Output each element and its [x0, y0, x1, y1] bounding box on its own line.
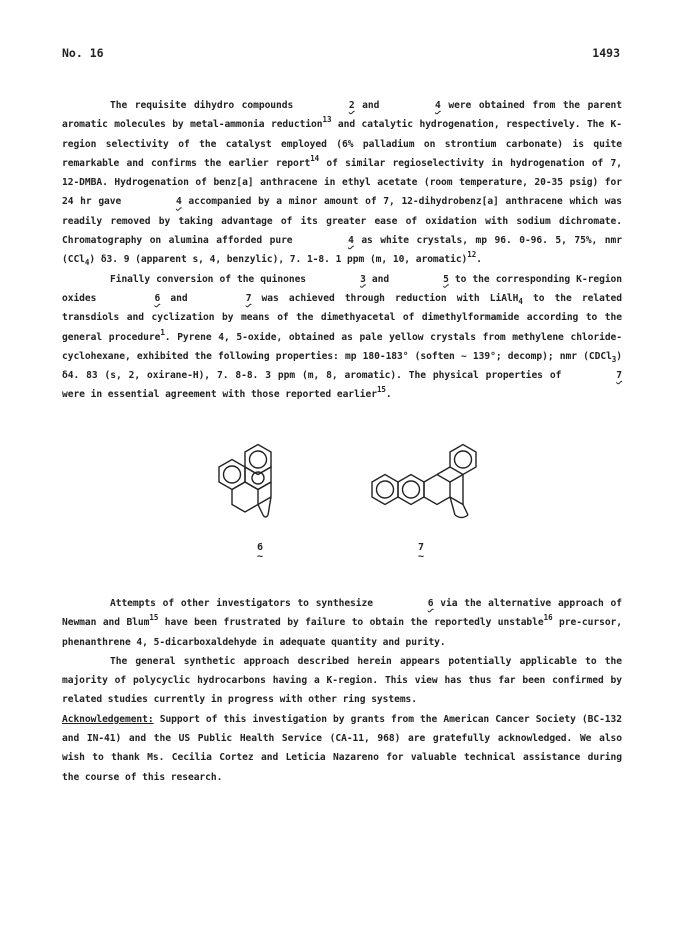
issue-number: No. 16: [62, 46, 104, 60]
text-run: Attempts of other investigators to synthesize: [110, 598, 380, 609]
text-run: via the alternative approach of Newman and Blum: [62, 598, 622, 629]
text-run: were in essential agreement with those reported earlier: [62, 389, 377, 401]
compound-number: 4: [175, 196, 182, 208]
subscript: 4: [84, 258, 90, 268]
compound-number: 6: [427, 598, 434, 609]
section-heading: Acknowledgement:: [62, 713, 154, 725]
reference-superscript: 1: [160, 327, 165, 337]
text-run: and: [365, 273, 396, 285]
compound-number: 4: [435, 100, 441, 111]
chemical-structures-figure: [0, 437, 680, 577]
text-run: have been frustrated by failure to obtain the reportedly unstable: [158, 617, 544, 629]
compound-number: 7: [616, 370, 622, 382]
subscript: 4: [518, 296, 523, 306]
compound-number: 6: [154, 292, 161, 304]
paragraph: [62, 594, 622, 652]
reference-superscript: 15: [149, 613, 159, 623]
text-block-lower: [62, 594, 622, 787]
text-run: pre-cursor, phenanthrene 4, 5-dicarboxaldehyde in adequate quantity and purity.: [62, 617, 622, 648]
acknowledgement-paragraph: [62, 710, 622, 787]
text-run: was achieved through reduction with LiAlH: [251, 292, 519, 304]
subscript: 3: [611, 354, 617, 364]
text-run: Finally conversion of the quinones: [110, 273, 313, 285]
text-run: were obtained from the parent aromatic molecules by metal-ammonia reduction: [62, 100, 623, 131]
structure-6-label: 6 ~: [256, 542, 264, 562]
text-run: to the related transdiols and cyclization by means of the dimethyacetal of dimethylformamide according to the general procedure: [62, 292, 622, 343]
text-block-upper: [62, 96, 622, 405]
text-run: ) δ4. 83 (s, 2, oxirane-H), 7. 8-8. 3 ppm (m, 8, aromatic). The physical properties of: [62, 350, 622, 382]
page-header: [62, 46, 620, 64]
paragraph: [62, 270, 622, 405]
text-run: and: [354, 100, 387, 111]
compound-number: 4: [348, 235, 354, 247]
text-run: .: [476, 254, 482, 266]
text-run: and: [160, 292, 198, 304]
text-run: The general synthetic approach described herein appears potentially applicable to the majority of polycyclic hydrocarbons having a K-region. This view has thus far been confirmed by related studies currently in progress with other ring systems.: [62, 655, 622, 706]
reference-superscript: 15: [376, 385, 386, 395]
reference-superscript: 12: [467, 250, 477, 260]
compound-number: 2: [348, 100, 355, 111]
paragraph: [62, 652, 622, 710]
structure-6-drawing: [206, 437, 306, 537]
reference-superscript: 16: [543, 613, 553, 623]
text-run: .: [385, 389, 392, 401]
compound-number: 5: [443, 273, 449, 285]
text-run: ) δ3. 9 (apparent s, 4, benzylic), 7. 1-8. 1 ppm (m, 10, aromatic): [89, 254, 468, 266]
page-number: 1493: [592, 46, 620, 60]
compound-number: 7: [245, 292, 252, 304]
text-run: Support of this investigation by grants from the American Cancer Society (BC-132 and IN-41) and the US Public Health Service (CA-11, 968) are gratefully acknowledged. We also wish to thank Ms. Cecilia Cortez and Leticia Nazareno for valuable technical assistance during the course of this research.: [62, 713, 622, 783]
text-run: as white crystals, mp 96. 0-96. 5, 75%, nmr (CCl: [62, 235, 622, 266]
structure-7-label: 7 ~: [417, 542, 425, 562]
paragraph: [62, 96, 622, 270]
compound-number: 3: [360, 273, 366, 285]
structure-7-drawing: [364, 437, 504, 537]
reference-superscript: 14: [310, 153, 320, 163]
text-run: accompanied by a minor amount of 7, 12-dihydrobenz[a] anthracene which was readily removed by taking advantage of its greater ease of oxidation with sodium dichromate. Chromatography on alumina afforded pure: [62, 196, 622, 247]
text-run: . Pyrene 4, 5-oxide, obtained as pale yellow crystals from methylene chloride-cyclohexane, exhibited the following properties: mp 180-183° (soften ~ 139°; decomp); nmr (CDCl: [62, 331, 623, 362]
text-run: and catalytic hydrogenation, respectively. The K-region selectivity of the catalyst employed (6% palladium on strontium carbonate) is quite remarkable and confirms the earlier report: [62, 119, 623, 169]
reference-superscript: 13: [322, 115, 332, 125]
text-run: to the corresponding K-region oxides: [62, 273, 622, 304]
text-run: The requisite dihydro compounds: [110, 100, 301, 111]
text-run: of similar regioselectivity in hydrogenation of 7, 12-DMBA. Hydrogenation of benz[a] anthracene in ethyl acetate (room temperature, 20-35 psig) for 24 hr gave: [62, 157, 622, 208]
